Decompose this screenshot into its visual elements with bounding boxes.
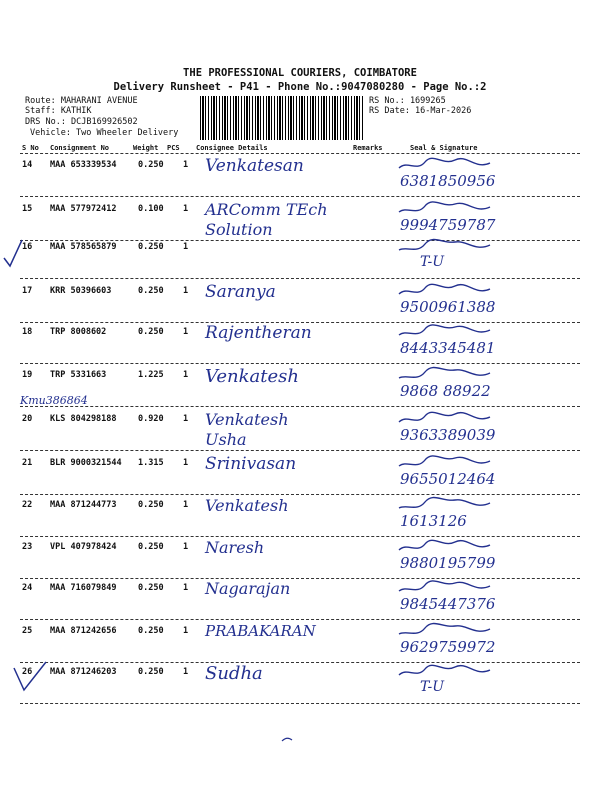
contact-phone-handwritten: T-U (420, 254, 445, 270)
row-pcs: 1 (183, 286, 189, 296)
row-weight: 0.250 (138, 242, 164, 252)
signature-scribble (395, 236, 545, 256)
staff-label: Staff: KATHIK (25, 106, 92, 116)
row-consignment-no: TRP 5331663 (50, 370, 107, 380)
row-sno: 15 (22, 204, 33, 214)
drs-label: DRS No.: DCJB169926502 (25, 117, 138, 127)
row-weight: 1.225 (138, 370, 164, 380)
consignee-name-handwritten: ARComm TEch (205, 200, 328, 219)
row-consignment-no: MAA 871244773 (50, 500, 117, 510)
col-remarks: Remarks (353, 144, 383, 152)
row-weight: 0.250 (138, 286, 164, 296)
row-pcs: 1 (183, 626, 189, 636)
row-sno: 26 (22, 667, 33, 677)
signature-scribble (395, 408, 545, 428)
row-separator (20, 450, 580, 451)
consignee-name-handwritten: Venkatesh (205, 410, 289, 429)
row-weight: 0.250 (138, 542, 164, 552)
row-consignment-no: BLR 9000321544 (50, 458, 122, 468)
consignee-name-handwritten: PRABAKARAN (205, 622, 316, 640)
rs-no-label: RS No.: 1699265 (369, 96, 446, 106)
consignee-name-handwritten: Saranya (205, 282, 276, 302)
row-consignment-no: KRR 50396603 (50, 286, 112, 296)
consignee-name-line2-handwritten: Solution (205, 220, 273, 239)
row-pcs: 1 (183, 327, 189, 337)
tick-mark-26 (10, 660, 50, 705)
row-pcs: 1 (183, 583, 189, 593)
row-consignment-no: MAA 716079849 (50, 583, 117, 593)
row-separator (20, 406, 580, 407)
rs-date-label: RS Date: 16-Mar-2026 (369, 106, 472, 116)
contact-phone-handwritten: 9880195799 (400, 554, 496, 572)
contact-phone-handwritten: 9868 88922 (400, 382, 491, 400)
row-separator (20, 703, 580, 704)
runsheet-title: Delivery Runsheet - P41 - Phone No.:9047080280 - Page No.:2 (113, 81, 487, 93)
row-weight: 0.250 (138, 500, 164, 510)
signature-scribble (395, 536, 545, 556)
row-sno: 19 (22, 370, 33, 380)
row-weight: 0.100 (138, 204, 164, 214)
signature-scribble (395, 154, 545, 174)
row-pcs: 1 (183, 667, 189, 677)
row-consignment-no: MAA 577972412 (50, 204, 117, 214)
row-weight: 0.920 (138, 414, 164, 424)
contact-phone-handwritten: T-U (420, 679, 445, 695)
row-pcs: 1 (183, 414, 189, 424)
signature-scribble (395, 620, 545, 640)
signature-scribble (395, 198, 545, 218)
col-sno: S No (22, 144, 39, 152)
row-consignment-no: TRP 8008602 (50, 327, 107, 337)
company-title: THE PROFESSIONAL COURIERS, COIMBATORE (183, 67, 417, 79)
row-consignment-no: MAA 578565879 (50, 242, 117, 252)
row-consignment-no: MAA 653339534 (50, 160, 117, 170)
row-sno: 23 (22, 542, 33, 552)
row-sno: 17 (22, 286, 33, 296)
row-pcs: 1 (183, 160, 189, 170)
col-consignment: Consignment No (50, 144, 110, 152)
signature-scribble (395, 280, 545, 300)
barcode (200, 96, 365, 140)
stray-mark (280, 735, 294, 743)
contact-phone-handwritten: 9845447376 (400, 595, 496, 613)
row-sno: 25 (22, 626, 33, 636)
row-separator (20, 196, 580, 197)
row-consignment-no: KLS 804298188 (50, 414, 117, 424)
row-pcs: 1 (183, 204, 189, 214)
row-weight: 1.315 (138, 458, 164, 468)
consignee-name-handwritten: Sudha (205, 663, 263, 684)
row-separator (20, 278, 580, 279)
signature-scribble (395, 364, 545, 384)
row-sno: 22 (22, 500, 33, 510)
row-weight: 0.250 (138, 327, 164, 337)
row-weight: 0.250 (138, 160, 164, 170)
row-sno: 18 (22, 327, 33, 337)
signature-scribble (395, 321, 545, 341)
col-pcs: PCS (167, 144, 180, 152)
consignee-name-handwritten: Venkatesan (205, 156, 304, 176)
contact-phone-handwritten: 9363389039 (400, 426, 496, 444)
col-weight: Weight (133, 144, 159, 152)
signature-scribble (395, 494, 545, 514)
margin-note-handwritten: Kmu386864 (20, 394, 88, 407)
consignee-name-handwritten: Venkatesh (205, 366, 299, 387)
signature-scribble (395, 452, 545, 472)
contact-phone-handwritten: 1613126 (400, 512, 467, 530)
row-sno: 20 (22, 414, 33, 424)
signature-scribble (395, 577, 545, 597)
consignee-name-handwritten: Srinivasan (205, 454, 297, 474)
col-consignee: Consignee Details (196, 144, 268, 152)
tick-mark-16 (0, 236, 33, 276)
row-sno: 14 (22, 160, 33, 170)
row-pcs: 1 (183, 500, 189, 510)
consignee-name-handwritten: Naresh (205, 538, 265, 557)
row-pcs: 1 (183, 370, 189, 380)
row-weight: 0.250 (138, 667, 164, 677)
contact-phone-handwritten: 9655012464 (400, 470, 496, 488)
consignee-name-line2-handwritten: Usha (205, 430, 247, 449)
row-pcs: 1 (183, 458, 189, 468)
row-sno: 16 (22, 242, 33, 252)
vehicle-label: Vehicle: Two Wheeler Delivery (30, 128, 179, 138)
consignee-name-handwritten: Rajentheran (205, 323, 312, 343)
row-weight: 0.250 (138, 626, 164, 636)
row-consignment-no: MAA 871242656 (50, 626, 117, 636)
contact-phone-handwritten: 8443345481 (400, 339, 496, 357)
row-consignment-no: VPL 407978424 (50, 542, 117, 552)
contact-phone-handwritten: 9500961388 (400, 298, 496, 316)
row-pcs: 1 (183, 542, 189, 552)
row-consignment-no: MAA 871246203 (50, 667, 117, 677)
row-pcs: 1 (183, 242, 189, 252)
signature-scribble (395, 661, 545, 681)
contact-phone-handwritten: 9994759787 (400, 216, 496, 234)
consignee-name-handwritten: Nagarajan (205, 579, 291, 598)
row-sno: 21 (22, 458, 33, 468)
consignee-name-handwritten: Venkatesh (205, 496, 289, 515)
row-weight: 0.250 (138, 583, 164, 593)
col-seal: Seal & Signature (410, 144, 478, 152)
row-sno: 24 (22, 583, 33, 593)
route-label: Route: MAHARANI AVENUE (25, 96, 138, 106)
contact-phone-handwritten: 6381850956 (400, 172, 496, 190)
contact-phone-handwritten: 9629759972 (400, 638, 496, 656)
